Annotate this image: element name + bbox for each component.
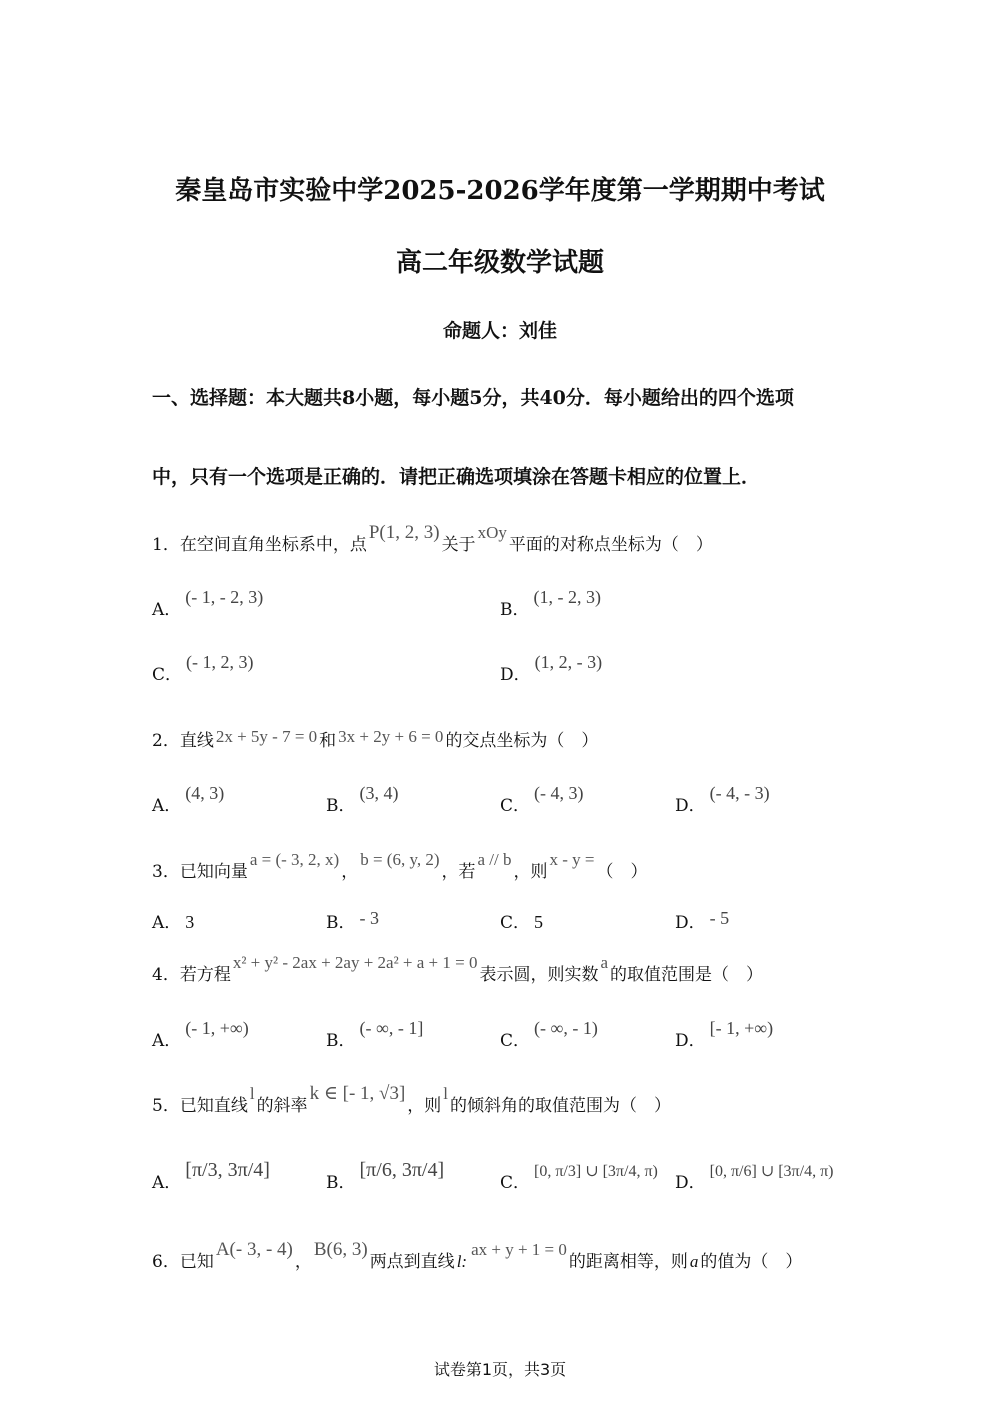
question-text: 和 — [319, 731, 337, 751]
exam-subtitle: 高二年级数学试题 — [395, 248, 604, 278]
q1-option-c: C．(- 1, 2, 3) — [152, 652, 254, 685]
math-expr: a — [600, 953, 609, 972]
question-text: 的距离相等，则 — [568, 1252, 688, 1272]
question-text: 两点到直线 — [369, 1252, 455, 1272]
q1-option-d: D．(1, 2, - 3) — [500, 652, 603, 685]
q5-option-a: A．[π/3, 3π/4] — [152, 1159, 270, 1193]
math-expr: P(1, 2, 3) — [368, 522, 440, 543]
question-text: 的交点坐标为（ ） — [445, 731, 599, 751]
question-text: 6．已知 — [152, 1252, 214, 1272]
q2-option-c: C．(- 4, 3) — [500, 783, 584, 816]
question-text: 5．已知直线 — [152, 1096, 248, 1116]
math-expr: k ∈ [- 1, √3] — [309, 1083, 406, 1104]
q5-option-b: B．[π/6, 3π/4] — [326, 1159, 445, 1193]
question-2 — [152, 726, 598, 751]
question-text: 的倾斜角的取值范围为（ ） — [450, 1096, 672, 1116]
math-expr: 3x + 2y + 6 = 0 — [338, 727, 444, 746]
question-1 — [152, 522, 713, 556]
question-text: 关于 — [441, 535, 476, 555]
q3-option-a: A． 3 — [152, 912, 195, 933]
q1-option-a: A．(- 1, - 2, 3) — [152, 587, 264, 620]
q1-option-b: B．(1, - 2, 3) — [500, 587, 601, 620]
page-footer: 试卷第1页，共3页 — [433, 1360, 567, 1379]
question-text: 的斜率 — [256, 1096, 308, 1116]
math-expr: A(- 3, - 4) — [215, 1239, 293, 1260]
q4-option-a: A．(- 1, +∞) — [152, 1018, 249, 1051]
question-text: 3．已知向量 — [152, 862, 248, 882]
question-text: 表示圆，则实数 — [479, 965, 599, 985]
question-text: 平面的对称点坐标为（ ） — [508, 535, 713, 555]
question-5 — [152, 1083, 672, 1117]
question-text: 4．若方程 — [152, 965, 231, 985]
question-3: 3．已知向量a = (- 3, 2, x)，b = (6, y, 2)，若a // b，则x - y =（ ） — [152, 850, 648, 882]
math-expr: 2x + 5y - 7 = 0 — [215, 727, 318, 746]
math-expr: a // b — [477, 850, 512, 869]
question-6: 6．已知A(- 3, - 4)，B(6, 3)两点到直线 l:ax + y + 1 = 0的距离相等，则 a 的值为（ ） — [152, 1239, 803, 1272]
q3-option-c: C． 5 — [500, 912, 544, 933]
exam-author: 命题人：刘佳 — [442, 320, 557, 342]
math-expr: xOy — [477, 523, 507, 542]
exam-title: 秦皇岛市实验中学2025-2026学年度第一学期期中考试 — [175, 176, 825, 206]
q4-option-d: D．[- 1, +∞) — [675, 1018, 774, 1051]
q5-option-c: C．[0, π/3] ∪ [3π/4, π) — [500, 1163, 658, 1193]
q2-option-d: D．(- 4, - 3) — [675, 783, 770, 816]
q2-option-a: A．(4, 3) — [152, 783, 225, 816]
math-expr: b = (6, y, 2) — [360, 850, 440, 869]
math-expr: l — [249, 1084, 255, 1103]
math-expr: ax + y + 1 = 0 — [471, 1240, 567, 1259]
q3-option-d: D． - 5 — [675, 908, 730, 933]
section-heading-line2: 中，只有一个选项是正确的．请把正确选项填涂在答题卡相应的位置上． — [152, 466, 761, 488]
math-expr: l: — [456, 1252, 468, 1271]
math-expr: x - y = — [549, 850, 595, 869]
question-text: 的取值范围是（ ） — [610, 965, 764, 985]
question-text: 的值为（ ） — [700, 1252, 803, 1272]
math-expr: a — [689, 1252, 699, 1271]
question-4 — [152, 953, 764, 985]
section-heading-line1: 一、选择题：本大题共8小题，每小题5分，共40分．每小题给出的四个选项 — [152, 387, 794, 409]
math-expr: a = (- 3, 2, x) — [249, 850, 340, 869]
q5-option-d: D．[0, π/6] ∪ [3π/4, π) — [675, 1163, 834, 1193]
question-text: 2．直线 — [152, 731, 214, 751]
question-text: 1．在空间直角坐标系中，点 — [152, 535, 367, 555]
question-text: ，则 — [407, 1096, 442, 1116]
q2-option-b: B．(3, 4) — [326, 783, 399, 816]
math-expr: B(6, 3) — [313, 1239, 368, 1260]
math-expr: x² + y² - 2ax + 2ay + 2a² + a + 1 = 0 — [232, 953, 478, 972]
math-expr: l — [443, 1084, 449, 1103]
q4-option-c: C．(- ∞, - 1) — [500, 1018, 598, 1051]
q4-option-b: B．(- ∞, - 1] — [326, 1018, 424, 1051]
q3-option-b: B． - 3 — [326, 908, 379, 933]
